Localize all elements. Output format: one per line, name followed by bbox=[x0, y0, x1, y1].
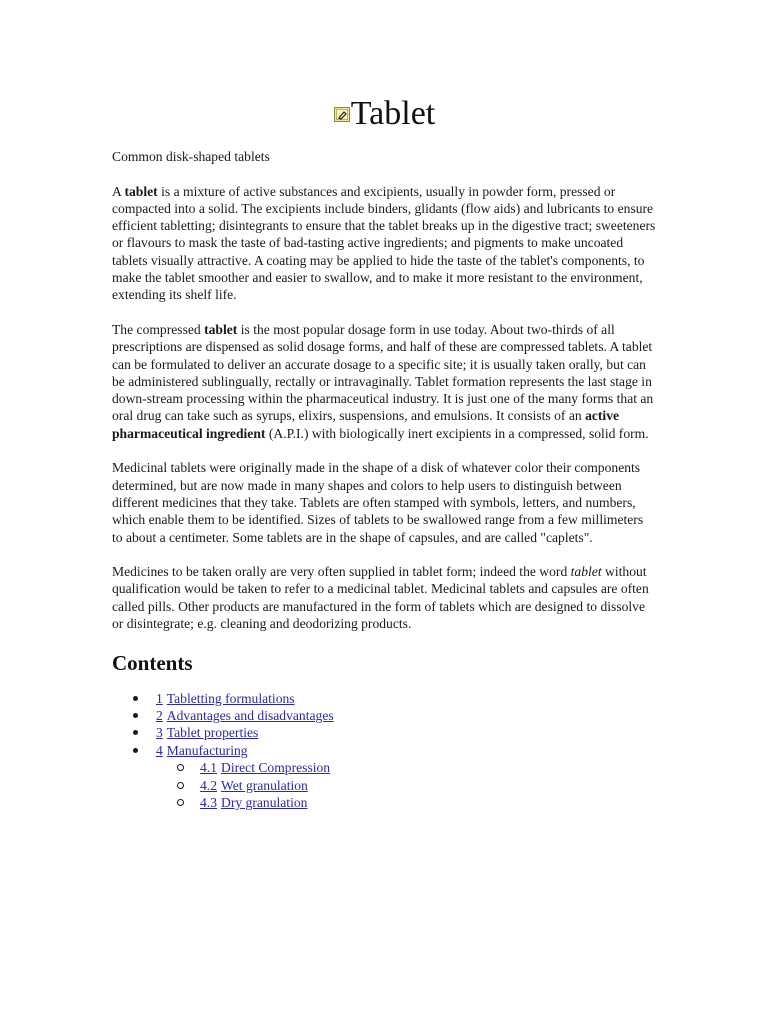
page-title-row bbox=[112, 92, 657, 134]
toc-sublist bbox=[156, 759, 657, 811]
toc-item-link[interactable]: Advantages and disadvantages bbox=[166, 708, 334, 724]
toc-subitem-link[interactable]: Direct Compression bbox=[221, 760, 331, 776]
toc-item bbox=[156, 690, 657, 707]
toc-item-number-link[interactable]: 4 bbox=[156, 742, 163, 758]
toc-item-number-link[interactable]: 3 bbox=[156, 725, 163, 741]
toc-item-link[interactable]: Tabletting formulations bbox=[166, 690, 295, 706]
bold-term: tablet bbox=[124, 183, 158, 199]
italic-term: tablet bbox=[570, 564, 602, 580]
paragraph-3: Medicinal tablets were originally made in the shape of a disk of whatever color their components determined, but are now made in many shapes and colors to help users to distinguish between different medicines that they take. Tablets are often stamped with symbols, letters, and numbers, which enable them to be identified. Sizes of tablets to be swallowed range from a few millimeters to about a centimeter. Some tablets are in the shape of capsules, and are called "caplets". bbox=[112, 460, 644, 545]
article-body bbox=[112, 148, 657, 811]
toc-item-link[interactable]: Manufacturing bbox=[166, 742, 248, 758]
paragraph-1: A tablet is a mixture of active substances and excipients, usually in powder form, pressed or compacted into a solid. The excipients include binders, glidants (flow aids) and lubricants to ensure efficient tabletting; disintegrants to ensure that the tablet breaks up in the digestive tract; sweeteners or flavours to mask the taste of bad-tasting active ingredients; and pigments to make uncoated tablets visually attractive. A coating may be applied to hide the taste of the tablet's components, to make the tablet smoother and easier to swallow, and to make it more resistant to the environment, extending its shelf life. bbox=[112, 183, 656, 303]
paragraph-2: The compressed tablet is the most popular dosage form in use today. About two-thirds of all prescriptions are dispensed as solid dosage forms, and half of these are compressed tablets. A tablet can be formulated to deliver an accurate dosage to a specific site; it is usually taken orally, but can be administered sublingually, rectally or intravaginally. Tablet formation represents the last stage in down-stream processing within the pharmaceutical industry. It is just one of the many forms that an oral drug can take such as syrups, elixirs, suspensions, and emulsions. It consists of an active pharmaceutical ingredient (A.P.I.) with biologically inert excipients in a compressed, solid form. bbox=[112, 321, 654, 441]
toc-item bbox=[156, 742, 657, 812]
toc-item bbox=[156, 707, 657, 724]
toc-subitem bbox=[200, 794, 657, 811]
toc-subitem-number-link[interactable]: 4.2 bbox=[200, 777, 217, 793]
toc-subitem-number-link[interactable]: 4.3 bbox=[200, 795, 217, 811]
toc-item-number-link[interactable]: 2 bbox=[156, 708, 163, 724]
toc-subitem-link[interactable]: Wet granulation bbox=[221, 777, 308, 793]
toc-subitem bbox=[200, 759, 657, 776]
bold-term: active pharmaceutical ingredient bbox=[112, 408, 620, 441]
toc-subitem-link[interactable]: Dry granulation bbox=[221, 795, 308, 811]
paragraph-4: Medicines to be taken orally are very often supplied in tablet form; indeed the word tablet without qualification would be taken to refer to a medicinal tablet. Medicinal tablets and capsules are often called pills. Other products are manufactured in the form of tablets which are designed to dissolve or disintegrate; e.g. cleaning and deodorizing products. bbox=[112, 564, 649, 632]
toc-subitem-number-link[interactable]: 4.1 bbox=[200, 760, 217, 776]
contents-heading: Contents bbox=[112, 650, 193, 675]
toc-item bbox=[156, 724, 657, 741]
toc-item-number-link[interactable]: 1 bbox=[156, 690, 163, 706]
image-placeholder-icon bbox=[334, 92, 350, 107]
toc-subitem bbox=[200, 777, 657, 794]
toc-item-link[interactable]: Tablet properties bbox=[166, 725, 259, 741]
bold-term: tablet bbox=[204, 321, 238, 337]
image-caption: Common disk-shaped tablets bbox=[112, 149, 270, 164]
table-of-contents bbox=[112, 690, 657, 812]
page-title: Tablet bbox=[350, 95, 436, 132]
